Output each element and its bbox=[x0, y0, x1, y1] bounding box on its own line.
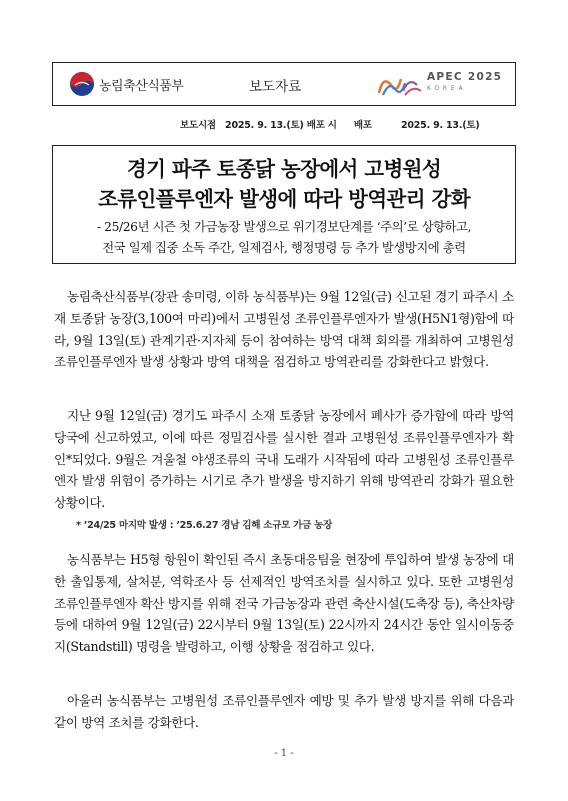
footnote: * ’24/25 마지막 발생 : ’25.6.27 경남 김해 소규모 가금 농장 bbox=[76, 520, 333, 531]
apec-logo-icon bbox=[375, 71, 423, 99]
body-paragraph-3: 농식품부는 H5형 항원이 확인된 즉시 초동대응팀을 현장에 투입하여 발생 농장에 대한 출입통제, 살처분, 역학조사 등 선제적인 방역조치를 실시하고 있다. 또한 고병원성 조류인플루엔자 확산 방지를 위해 전국 가금농장과 관련 축산시설(도축장 등), 축산차량 등에 대하여 9월 12일(금) 22시부터 9월 13일(토) 22시까지 24시간 동안 일시이동중지(Standstill) 명령을 발령하고, 이행 상황을 점검하고 있다. bbox=[54, 552, 514, 655]
embargo-release-label: 배포 bbox=[353, 120, 372, 131]
headline-box bbox=[52, 145, 516, 264]
subheadline-line-1: - 25/26년 시즌 첫 가금농장 발생으로 위기경보단계를 ‘주의’로 상향하고, bbox=[96, 220, 472, 234]
subheadline-line-2: 전국 일제 집중 소독 주간, 일제검사, 행정명령 등 추가 발생방지에 총력 bbox=[102, 241, 466, 255]
embargo-line bbox=[180, 117, 486, 131]
body-paragraph-1: 농림축산식품부(장관 송미령, 이하 농식품부)는 9월 12일(금) 신고된 경기 파주시 소재 토종닭 농장(3,100여 마리)에서 고병원성 조류인플루엔자가 발생(H5N1형)함에 따라, 9월 13일(토) 관계기관·지자체 등이 참여하는 방역 대책 회의를 개최하여 고병원성 조류인플루엔자 발생 상황과 방역 대책을 점검하고 방역관리를 강화한다고 밝혔다. bbox=[54, 289, 514, 370]
document-type: 보도자료 bbox=[249, 79, 302, 95]
headline-line-2: 조류인플루엔자 발생에 따라 방역관리 강화 bbox=[98, 187, 470, 211]
body-paragraph-4: 아울러 농식품부는 고병원성 조류인플루엔자 예방 및 추가 발생 방지를 위해 다음과 같이 방역 조치를 강화한다. bbox=[54, 693, 514, 730]
ministry-emblem-icon bbox=[69, 71, 95, 97]
embargo-time-label: 보도시점 bbox=[180, 120, 216, 131]
apec-subtitle: KOREA bbox=[427, 85, 467, 92]
headline-line-1: 경기 파주 토종닭 농장에서 고병원성 bbox=[126, 157, 442, 181]
embargo-release-value: 2025. 9. 13.(토) bbox=[400, 120, 480, 131]
body-paragraph-2: 지난 9월 12일(금) 경기도 파주시 소재 토종닭 농장에서 폐사가 증가함에 따라 방역당국에 신고하였고, 이에 따른 정밀검사를 실시한 결과 고병원성 조류인플루엔자가 확인*되었다. 9월은 겨울철 야생조류의 국내 도래가 시작됨에 따라 고병원성 조류인플루엔자 발생 위험이 증가하는 시기로 추가 발생을 방지하기 위해 방역관리 강화가 필요한 상황이다. bbox=[54, 408, 514, 511]
ministry-name: 농림축산식품부 bbox=[99, 79, 184, 94]
apec-title: APEC 2025 bbox=[427, 71, 503, 83]
page-number: - 1 - bbox=[274, 748, 294, 759]
embargo-time-value: 2025. 9. 13.(토) 배포 시 bbox=[225, 120, 337, 131]
press-header bbox=[52, 62, 516, 106]
